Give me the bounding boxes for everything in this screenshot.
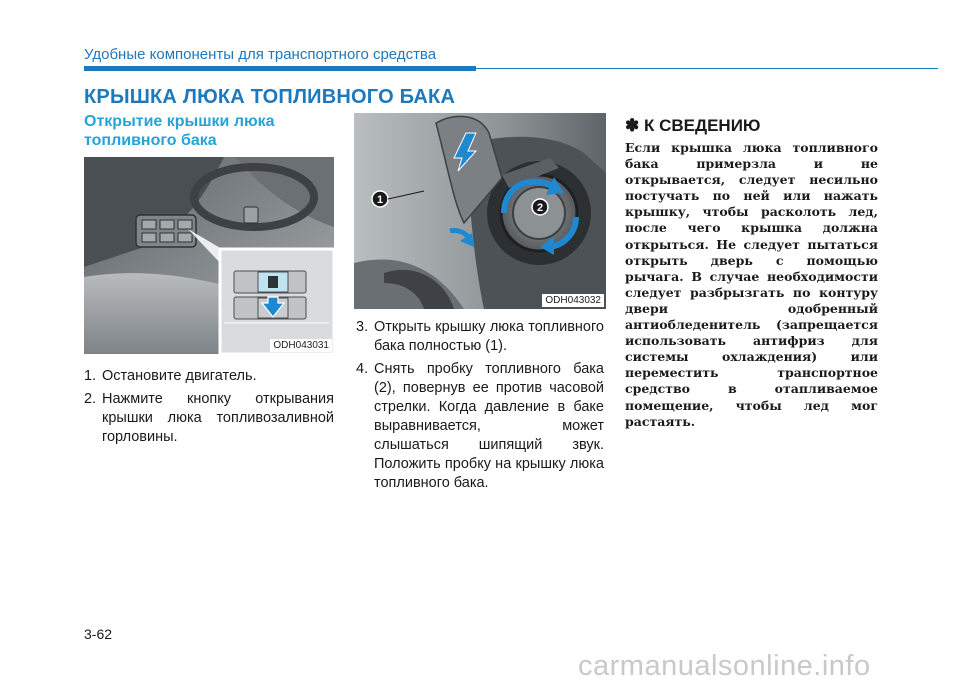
header-rule [476,68,938,69]
fuel-door-illustration [354,113,606,309]
figure-fuel-door-button [84,157,334,354]
figure-code: ODH043032 [542,294,604,307]
note-title [625,116,760,136]
list-item: 2. Нажмите кнопку открывания крышки люка топливозаливной горловины. [84,391,334,445]
list-item: 4. Снять пробку топливного бака (2), повернув ее против часовой стрелки. Когда давление в баке выравнивается, может слышаться шипящий звук. Положить пробку на крышку люка топливного бака. [356,361,604,491]
section-title: КРЫШКА ЛЮКА ТОПЛИВНОГО БАКА [84,86,456,108]
dashboard-illustration [84,157,334,354]
note-text: Если крышка люка топливного бака примерзла и не открывается, следует несильно постучать по ней или нажать крышку, чтобы расколоть лед, после чего крышка должна открыться. Не следует пытаться открыть дверь с помощью рычага. В случае необходимости следует разбрызгать по контуру двери одобренный антиобледенитель (запрещается использовать антифриз для системы охлаждения) или переместить транспортное средство в отапливаемое помещение, чтобы лед мог растаять. [625,140,878,429]
steps-list-left [84,367,334,451]
page-number: 3-62 [84,626,113,642]
figure-fuel-filler-door [354,113,606,309]
figure-code: ODH043031 [270,339,332,352]
callout-1-label: 1 [376,194,384,206]
watermark: carmanualsonline.info [578,650,871,682]
header-title: Удобные компоненты для транспортного средства [84,46,437,63]
steps-list-middle [356,318,604,497]
section-subtitle: Открытие крышки люка топливного бака [84,113,275,149]
callout-2-label: 2 [536,202,544,214]
list-item: 1. Остановите двигатель. [84,368,257,384]
list-item: 3. Открыть крышку люка топливного бака полностью (1). [356,319,604,354]
asterisk-icon: ✽ [625,116,640,135]
note-title-text: К СВЕДЕНИЮ [643,116,761,135]
header-bar [84,66,476,71]
